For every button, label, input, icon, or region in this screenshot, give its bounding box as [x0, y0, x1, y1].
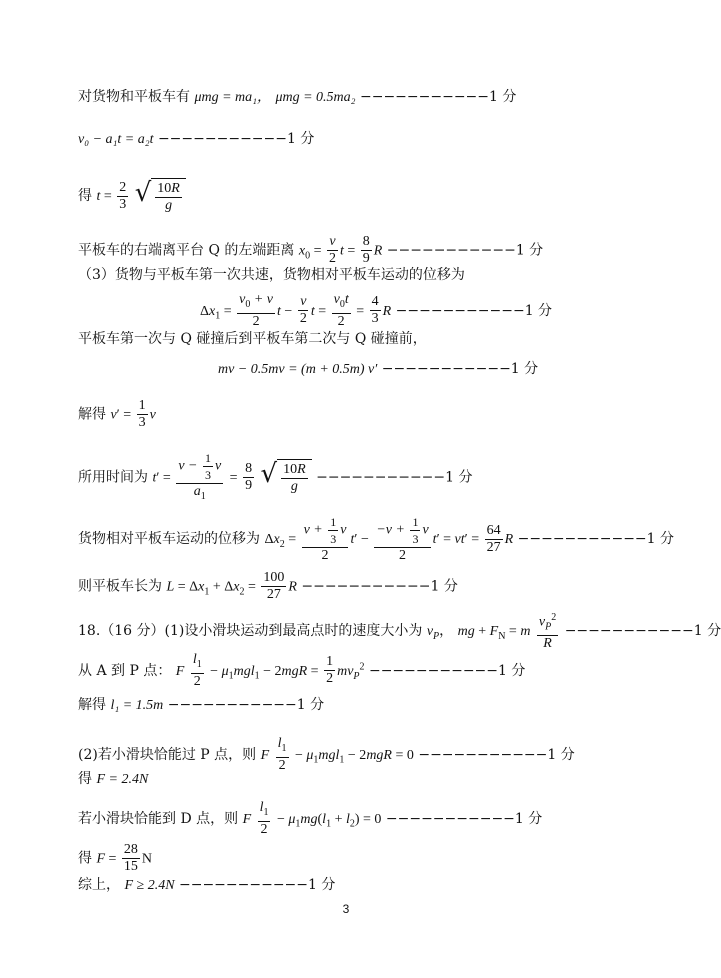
- eq-line-8: mv − 0.5mv = (m + 0.5m) v′ −−−−−−−−−−−1 分: [218, 361, 539, 377]
- eq-line-9: 解得 v′ = $\frac{1}{3}$ v: [78, 398, 156, 430]
- eq-line-3: 得 t = $\frac{2}{3}$ √ $\frac{10R}{g}$: [78, 178, 186, 214]
- eq-line-7: 平板车第一次与 Q 碰撞后到平板车第二次与 Q 碰撞前，: [78, 331, 427, 347]
- page-number: 3: [342, 902, 350, 916]
- score-mark: −−−−−−−−−−−1 分: [517, 531, 675, 547]
- score-mark: −−−−−−−−−−−1 分: [386, 242, 544, 259]
- score-mark: −−−−−−−−−−−1 分: [564, 623, 721, 640]
- eq-line-1: 对货物和平板车有 μmg = ma₁， μmg = 0.5ma₂ −−−−−−−−−−−1 分: [78, 89, 517, 105]
- eq-line-6: $\Delta x_1$ = $\frac{v_0 + v}{2}$ t − $\frac{v}{2}$ t = $\frac{v_0t}{2}$ = $\frac{4}{3}$ R −−−−−−−−−−−1 分: [200, 292, 553, 329]
- score-mark: −−−−−−−−−−−1 分: [178, 877, 336, 893]
- eq-line-4: 平板车的右端离平台 Q 的左端距离 $x_0$ = $\frac{v}{2}$ t = $\frac{8}{9}$ R −−−−−−−−−−−1 分: [78, 234, 544, 266]
- score-mark: −−−−−−−−−−−1 分: [359, 89, 517, 105]
- eq-line-13: 18.（16 分）(1)设小滑块运动到最高点时的速度大小为 $v_P$， mg + $F_N = m$ $\frac{v_P^2}{R}$ −−−−−−−−−−−1 分: [78, 612, 721, 652]
- score-mark: −−−−−−−−−−−1 分: [381, 361, 539, 377]
- eq-line-14: 从 A 到 P 点： F $\frac{l_1}{2}$ − $\mu_1mgl_1 - 2mgR$ = $\frac{1}{2}$ $mv_P^2 -----------1$ 分: [78, 652, 526, 689]
- eq-line-15: 解得 l₁ = 1.5m −−−−−−−−−−−1 分: [78, 697, 325, 713]
- eq-line-5: （3）货物与平板车第一次共速，货物相对平板车运动的位移为: [78, 267, 465, 283]
- score-mark: −−−−−−−−−−−1 分: [418, 746, 575, 763]
- score-mark: −−−−−−−−−−−1 分: [368, 662, 526, 679]
- eq-line-11: 货物相对平板车运动的位移为 $\Delta x_2$ = v + $\frac{1}{3}$ v 2 t′ − −v + $\frac{1}{3}$ v 2 t′ = vt′ = $\frac{64}{27}$ R −−−−−−−−−−−1 分: [78, 515, 675, 563]
- score-mark: −−−−−−−−−−−1 分: [167, 697, 325, 713]
- eq-line-18: 若小滑块恰能到 D 点，则 F $\frac{l_1}{2}$ − $\mu_1mg(l_1 + l_2) = 0 -----------1$ 分: [78, 800, 543, 837]
- eq-line-16: (2)若小滑块恰能过 P 点，则 F $\frac{l_1}{2}$ − $\mu_1mgl_1 - 2mgR = 0 -----------1$ 分: [78, 736, 575, 773]
- eq-line-2: v₀ − a₁t = a₂t −−−−−−−−−−−1 分: [78, 131, 315, 147]
- score-mark: −−−−−−−−−−−1 分: [157, 131, 315, 147]
- eq-line-10: 所用时间为 t′ = v − $\frac{1}{3}$ v $a_1$ = $\frac{8}{9}$ √ $\frac{10R}{g}$ −−−−−−−−−−−1 分: [78, 451, 473, 502]
- score-mark: −−−−−−−−−−−1 分: [395, 302, 553, 319]
- eq-line-20: 综上， F ≥ 2.4N −−−−−−−−−−−1 分: [78, 877, 336, 893]
- score-mark: −−−−−−−−−−−1 分: [301, 578, 458, 595]
- eq-line-12: 则平板车长为 $L = \Delta x_1 + \Delta x_2$ = $\frac{100}{27}$ R −−−−−−−−−−−1 分: [78, 570, 458, 602]
- score-mark: −−−−−−−−−−−1 分: [316, 469, 473, 486]
- eq-line-17: 得 F = 2.4N: [78, 771, 149, 787]
- score-mark: −−−−−−−−−−−1 分: [385, 810, 543, 827]
- eq-line-19: 得 F = $\frac{28}{15}$ N: [78, 842, 153, 874]
